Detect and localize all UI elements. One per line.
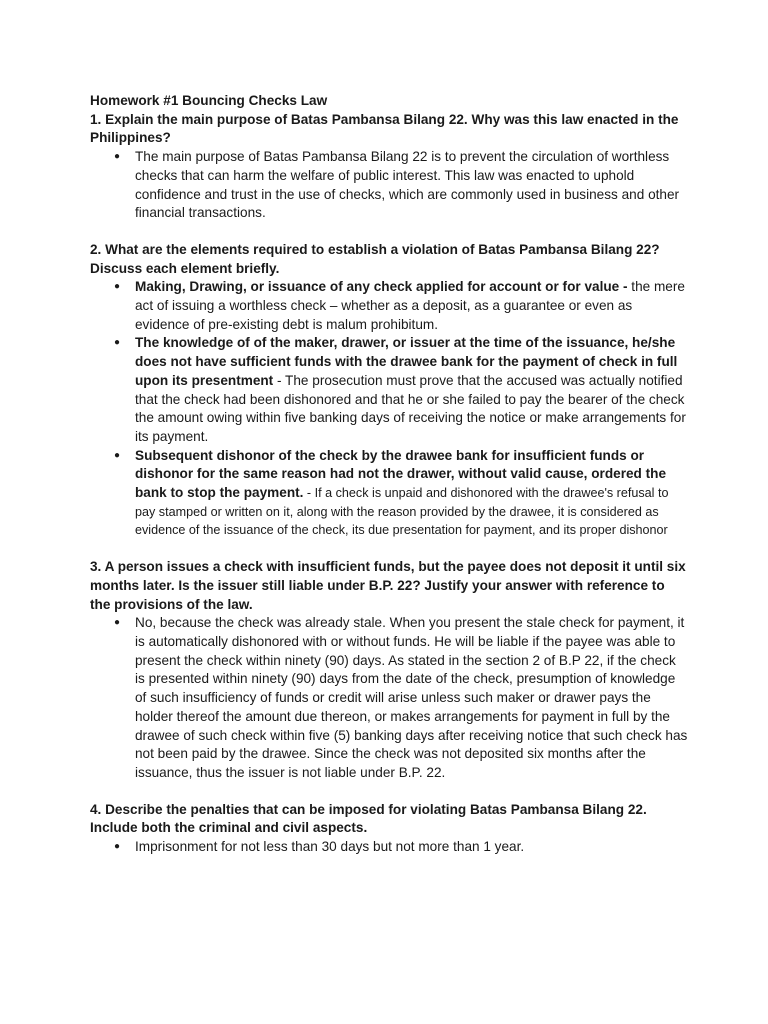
element-heading: Making, Drawing, or issuance of any check applied for account or for value - (135, 279, 628, 295)
question-2: 2. What are the elements required to establish a violation of Batas Pambansa Bilang 22? Discuss each element briefly. (90, 241, 660, 276)
element-text: - If a check is unpaid and dishonored with the drawee's refusal to pay stamped or written on it, along with the reason provided by the drawee, it is considered as evidence of the issuance of the check, its due presentation for payment, and its proper dishonor (135, 486, 669, 538)
element-heading: Subsequent dishonor of the check by the drawee bank for insufficient funds or dishonor for the same reason had not the drawer, without valid cause, ordered the bank to stop the payment. (135, 447, 667, 501)
question-4: 4. Describe the penalties that can be imposed for violating Batas Pambansa Bilang 22. Include both the criminal and civil aspects. (90, 801, 647, 836)
section-4 (90, 801, 688, 857)
section-1 (90, 111, 688, 223)
answer-list-4 (90, 838, 688, 857)
element-heading: The knowledge of of the maker, drawer, or issuer at the time of the issuance, he/she does not have sufficient funds with the drawee bank for the payment of check in full upon its presentment (135, 335, 678, 388)
element-text: the mere act of issuing a worthless check – whether as a deposit, as a guarantee or even as evidence of pre-existing debt is malum prohibitum. (135, 279, 685, 332)
list-item (114, 614, 688, 782)
bullet-icon: ● (114, 281, 121, 293)
answer-list-3 (90, 614, 688, 782)
bullet-icon: ● (114, 617, 121, 629)
answer-text: The main purpose of Batas Pambansa Bilang 22 is to prevent the circulation of worthless checks that can harm the welfare of public interest. This law was enacted to uphold confidence and trust in the use of checks, which are commonly used in business and other financial transactions. (135, 149, 680, 221)
document-title: Homework #1 Bouncing Checks Law (90, 93, 328, 108)
list-item (114, 148, 688, 223)
section-2 (90, 241, 688, 540)
list-item (114, 334, 688, 446)
bullet-icon: ● (114, 841, 121, 853)
question-3: 3. A person issues a check with insufficient funds, but the payee does not deposit it until six months later. Is the issuer still liable under B.P. 22? Justify your answer with reference to the provisions of the law. (90, 559, 686, 612)
bullet-icon: ● (114, 449, 121, 461)
question-1: 1. Explain the main purpose of Batas Pambansa Bilang 22. Why was this law enacted in the Philippines? (90, 111, 679, 146)
section-3 (90, 558, 688, 782)
element-text: - The prosecution must prove that the accused was actually notified that the check had been dishonored and that he or she failed to pay the bearer of the check the amount owing within five banking days of receiving the notice or make arrangements for its payment. (135, 372, 686, 444)
answer-list-2 (90, 278, 688, 540)
answer-text: No, because the check was already stale. When you present the stale check for payment, it is automatically dishonored with or without funds. He will be liable if the payee was able to present the check within ninety (90) days. As stated in the section 2 of B.P 22, if the check is presented within ninety (90) days from the date of the check, presumption of knowledge of such insufficiency of funds or credit will arise unless such maker or drawer pays the holder thereof the amount due thereon, or makes arrangements for payment in full by the drawee of such check within five (5) banking days after receiving notice that such check has not been paid by the drawee. Since the check was not deposited six months after the issuance, thus the issuer is not liable under B.P. 22. (135, 615, 688, 780)
bullet-icon: ● (114, 337, 121, 349)
answer-list-1 (90, 148, 688, 223)
list-item (114, 447, 688, 541)
answer-text: Imprisonment for not less than 30 days but not more than 1 year. (135, 839, 525, 855)
bullet-icon: ● (114, 151, 121, 163)
list-item (114, 838, 688, 857)
list-item (114, 278, 688, 334)
